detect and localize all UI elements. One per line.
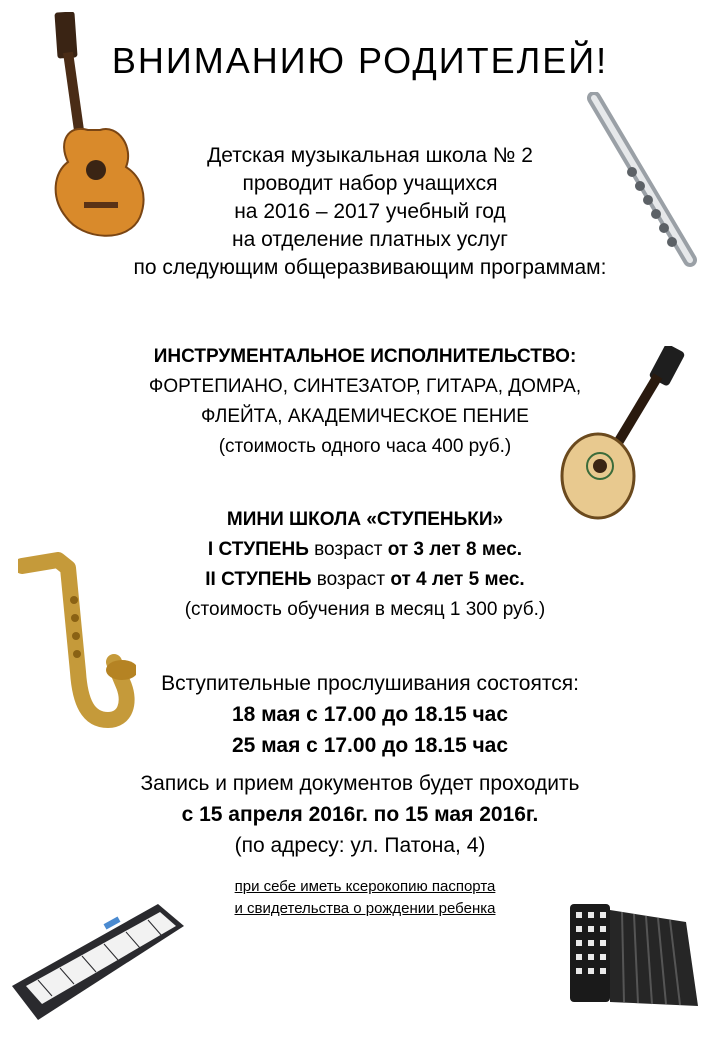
mini-school-heading: МИНИ ШКОЛА «СТУПЕНЬКИ» (226, 509, 504, 530)
intro-line: по следующим общеразвивающим программам: (133, 256, 607, 279)
guitar-icon (48, 12, 148, 248)
audition-date: 25 мая с 17.00 до 18.15 час (231, 734, 509, 757)
intro-line: на отделение платных услуг (232, 228, 508, 251)
auditions-section (100, 668, 640, 761)
saxophone-icon (18, 552, 136, 730)
flute-icon (586, 92, 702, 268)
note-section (170, 876, 560, 920)
instrumental-section (95, 342, 635, 462)
page-title: ВНИМАНИЮ РОДИТЕЛЕЙ! (111, 40, 609, 81)
audition-date: 18 мая с 17.00 до 18.15 час (231, 703, 509, 726)
auditions-heading: Вступительные прослушивания состоятся: (161, 672, 579, 695)
step1-label: I СТУПЕНЬ (207, 539, 309, 560)
step2-line (135, 565, 595, 595)
accordion-icon (566, 896, 706, 1028)
domra-icon (560, 346, 686, 522)
note-line: и свидетельства о рождении ребенка (234, 900, 496, 917)
intro-line: Детская музыкальная школа № 2 (207, 144, 533, 167)
note-line: при себе иметь ксерокопию паспорта (234, 878, 496, 895)
step1-line (135, 535, 595, 565)
mini-school-price: (стоимость обучения в месяц 1 300 руб.) (184, 599, 546, 620)
documents-section (80, 768, 640, 861)
instrumental-list-line: ФОРТЕПИАНО, СИНТЕЗАТОР, ГИТАРА, ДОМРА, (148, 376, 582, 397)
instrumental-heading: ИНСТРУМЕНТАЛЬНОЕ ИСПОЛНИТЕЛЬСТВО: (153, 346, 577, 367)
step1-age: от 3 лет 8 мес. (387, 539, 523, 560)
instrumental-list-line: ФЛЕЙТА, АКАДЕМИЧЕСКОЕ ПЕНИЕ (201, 406, 529, 427)
synthesizer-icon (8, 900, 186, 1024)
step2-age: от 4 лет 5 мес. (390, 569, 525, 590)
intro-line: проводит набор учащихся (242, 172, 498, 195)
instrumental-price: (стоимость одного часа 400 руб.) (218, 436, 512, 457)
intro-line: на 2016 – 2017 учебный год (234, 200, 506, 223)
documents-period: с 15 апреля 2016г. по 15 мая 2016г. (181, 803, 539, 826)
step2-label: II СТУПЕНЬ (205, 569, 312, 590)
step2-mid: возраст (311, 569, 391, 590)
documents-line: Запись и прием документов будет проходить (140, 772, 580, 795)
step1-mid: возраст (308, 539, 388, 560)
intro-text (90, 142, 650, 282)
mini-school-section (135, 505, 595, 625)
documents-address: (по адресу: ул. Патона, 4) (234, 834, 486, 857)
